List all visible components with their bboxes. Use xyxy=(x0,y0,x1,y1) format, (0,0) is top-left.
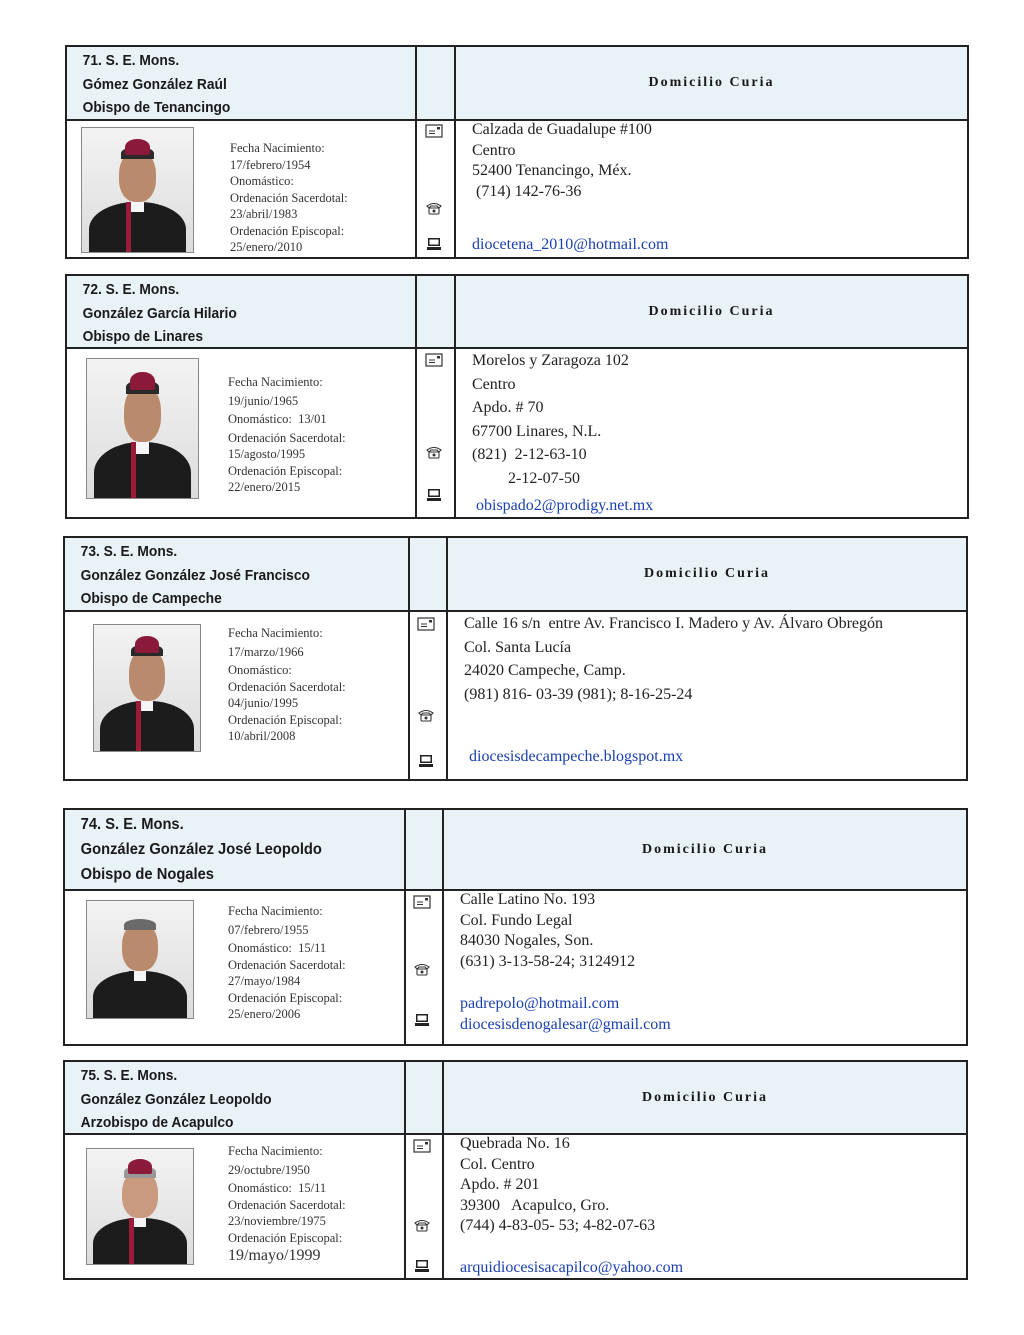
fact-line: Fecha Nacimiento: xyxy=(228,626,323,640)
computer-icon xyxy=(425,488,443,502)
telephone-icon xyxy=(417,708,435,722)
fact-line: Onomástico: xyxy=(230,174,294,188)
fact-line: Onomástico: 15/11 xyxy=(228,941,327,955)
name-block xyxy=(67,276,237,347)
column-divider xyxy=(446,538,448,779)
entry-title: 72. S. E. Mons. xyxy=(82,281,180,298)
address-line: Apdo. # 70 xyxy=(472,399,544,416)
phone-line: (714) 142-76-36 xyxy=(472,182,582,200)
fact-line: Ordenación Sacerdotal: xyxy=(228,957,346,972)
address-block xyxy=(460,890,635,972)
column-divider xyxy=(415,47,417,257)
bishop-portrait xyxy=(86,1148,194,1265)
fact-line: 27/mayo/1984 xyxy=(228,974,301,988)
fact-line: 17/marzo/1966 xyxy=(228,644,304,659)
fact-line: 07/febrero/1955 xyxy=(228,922,309,937)
column-divider xyxy=(415,276,417,517)
entry-title: 73. S. E. Mons. xyxy=(80,543,178,560)
entry-title: 75. S. E. Mons. xyxy=(80,1067,178,1084)
fact-line: 10/abril/2008 xyxy=(228,729,296,743)
telephone-icon xyxy=(425,201,443,215)
bishop-facts xyxy=(228,1143,346,1266)
fact-line: 17/febrero/1954 xyxy=(230,157,311,172)
column-divider xyxy=(454,276,456,517)
phone-line: (981) 816- 03-39 (981); 8-16-25-24 xyxy=(464,685,693,703)
fact-line: Fecha Nacimiento: xyxy=(228,375,323,389)
address-line: Col. Fundo Legal xyxy=(460,911,573,929)
bishop-office: Obispo de Nogales xyxy=(80,866,214,883)
envelope-icon xyxy=(413,895,431,909)
domicilio-curia-title: Domicilio Curia xyxy=(643,566,771,581)
card-header xyxy=(67,47,967,121)
fact-line: Ordenación Episcopal: xyxy=(230,223,345,238)
fact-line: 25/enero/2010 xyxy=(230,240,303,254)
fact-line: 22/enero/2015 xyxy=(228,480,301,494)
address-line: Morelos y Zaragoza 102 xyxy=(472,352,629,369)
card-header xyxy=(65,810,966,891)
name-block xyxy=(65,810,322,889)
bishop-portrait xyxy=(93,624,201,752)
fact-line: Fecha Nacimiento: xyxy=(230,141,325,155)
fact-line: Ordenación Episcopal: xyxy=(228,990,343,1005)
email-link[interactable]: diocetena_2010@hotmail.com xyxy=(472,236,669,253)
bishop-office: Obispo de Linares xyxy=(82,328,204,345)
address-line: Calle Latino No. 193 xyxy=(460,891,596,908)
bishop-portrait xyxy=(81,127,194,253)
bishop-office: Obispo de Campeche xyxy=(80,590,222,607)
fact-line: Ordenación Sacerdotal: xyxy=(228,1197,346,1212)
domicilio-curia-title: Domicilio Curia xyxy=(641,841,769,857)
fact-line: Ordenación Episcopal: xyxy=(228,1230,343,1245)
address-line: Calle 16 s/n entre Av. Francisco I. Madero y Av. Álvaro Obregón xyxy=(464,615,884,632)
fact-line: 19/junio/1965 xyxy=(228,393,299,408)
address-line: 84030 Nogales, Son. xyxy=(460,932,594,949)
address-block xyxy=(460,1134,655,1237)
domicilio-curia-title: Domicilio Curia xyxy=(641,1089,769,1105)
fact-line: Ordenación Sacerdotal: xyxy=(228,430,346,445)
address-line: Centro xyxy=(472,141,516,159)
telephone-icon xyxy=(425,445,443,459)
fact-line: Onomástico: xyxy=(228,663,292,677)
entry-title: 71. S. E. Mons. xyxy=(82,52,180,69)
bishop-name: Gómez González Raúl xyxy=(82,75,227,93)
column-divider xyxy=(442,810,444,1044)
envelope-icon xyxy=(425,353,443,367)
fact-line: Ordenación Sacerdotal: xyxy=(230,190,348,205)
computer-icon xyxy=(413,1259,431,1273)
entry-title: 74. S. E. Mons. xyxy=(80,816,184,833)
bishop-facts xyxy=(230,140,348,256)
bishop-facts xyxy=(228,625,346,745)
fact-line: 04/junio/1995 xyxy=(228,696,299,710)
address-line: Col. Santa Lucía xyxy=(464,638,572,656)
phone-line: (821) 2-12-63-10 xyxy=(472,446,587,463)
fact-line: Ordenación Episcopal: xyxy=(228,463,343,478)
card-header xyxy=(67,276,967,349)
fact-line: 23/abril/1983 xyxy=(230,207,298,221)
bishop-office: Obispo de Tenancingo xyxy=(82,99,231,116)
envelope-icon xyxy=(425,124,443,138)
email-block xyxy=(476,496,653,516)
fact-line: 23/noviembre/1975 xyxy=(228,1214,326,1228)
bishop-card-72 xyxy=(65,274,969,519)
name-block xyxy=(67,47,230,119)
address-block xyxy=(472,120,652,202)
computer-icon xyxy=(425,237,443,251)
bishop-card-75 xyxy=(63,1060,968,1280)
bishop-name: González González José Leopoldo xyxy=(80,841,322,858)
card-header xyxy=(65,1062,966,1135)
email-block xyxy=(460,1258,683,1278)
bishop-name: González González Leopoldo xyxy=(80,1090,272,1108)
bishop-office: Arzobispo de Acapulco xyxy=(80,1114,234,1131)
bishop-facts xyxy=(228,903,346,1023)
address-line: Quebrada No. 16 xyxy=(460,1135,570,1152)
phone-line: (744) 4-83-05- 53; 4-82-07-63 xyxy=(460,1217,656,1234)
address-line: 24020 Campeche, Camp. xyxy=(464,662,626,679)
fact-line: Ordenación Sacerdotal: xyxy=(228,679,346,694)
address-line: Centro xyxy=(472,375,516,393)
email-link[interactable]: diocesisdenogalesar@gmail.com xyxy=(460,1016,671,1033)
column-divider xyxy=(442,1062,444,1278)
bishop-card-74 xyxy=(63,808,968,1046)
address-block xyxy=(472,349,629,490)
telephone-icon xyxy=(413,1218,431,1232)
bishop-facts xyxy=(228,374,346,496)
address-line: 67700 Linares, N.L. xyxy=(472,422,602,440)
fact-line: 25/enero/2006 xyxy=(228,1007,301,1021)
email-block xyxy=(472,235,668,255)
fact-line: 15/agosto/1995 xyxy=(228,447,306,461)
address-line: 52400 Tenancingo, Méx. xyxy=(472,162,632,179)
fact-line: Ordenación Episcopal: xyxy=(228,712,343,727)
fact-line: Onomástico: 13/01 xyxy=(228,412,327,426)
phone-line: (631) 3-13-58-24; 3124912 xyxy=(460,952,636,970)
column-divider xyxy=(404,1062,406,1278)
computer-icon xyxy=(417,754,435,768)
email-link[interactable]: diocesisdecampeche.blogspot.mx xyxy=(469,748,684,765)
bishop-card-71 xyxy=(65,45,969,259)
address-line: Calzada de Guadalupe #100 xyxy=(472,121,652,138)
envelope-icon xyxy=(413,1139,431,1153)
fact-line: Fecha Nacimiento: xyxy=(228,1144,323,1158)
name-block xyxy=(65,538,310,610)
bishop-card-73 xyxy=(63,536,968,781)
email-link[interactable]: arquidiocesisacapilco@yahoo.com xyxy=(460,1259,684,1276)
email-link[interactable]: obispado2@prodigy.net.mx xyxy=(476,497,654,514)
fact-line: 19/mayo/1999 xyxy=(228,1247,321,1264)
address-block xyxy=(464,612,883,706)
email-link[interactable]: padrepolo@hotmail.com xyxy=(460,995,620,1012)
address-line: Apdo. # 201 xyxy=(460,1176,540,1193)
bishop-portrait xyxy=(86,900,194,1019)
column-divider xyxy=(454,47,456,257)
fact-line: 29/octubre/1950 xyxy=(228,1162,310,1177)
bishop-name: González González José Francisco xyxy=(80,566,310,584)
telephone-icon xyxy=(413,962,431,976)
domicilio-curia-title: Domicilio Curia xyxy=(648,75,775,90)
address-line: 39300 Acapulco, Gro. xyxy=(460,1196,610,1214)
domicilio-curia-title: Domicilio Curia xyxy=(648,303,775,319)
column-divider xyxy=(408,538,410,779)
bishop-portrait xyxy=(86,358,199,499)
envelope-icon xyxy=(417,617,435,631)
card-header xyxy=(65,538,966,612)
fact-line: Onomástico: 15/11 xyxy=(228,1181,327,1195)
address-line: Col. Centro xyxy=(460,1155,535,1173)
email-block xyxy=(469,747,683,767)
column-divider xyxy=(404,810,406,1044)
fact-line: Fecha Nacimiento: xyxy=(228,904,323,918)
phone-line: 2-12-07-50 xyxy=(472,469,580,487)
name-block xyxy=(65,1062,272,1133)
email-block xyxy=(460,993,671,1035)
bishop-name: González García Hilario xyxy=(82,304,237,322)
computer-icon xyxy=(413,1013,431,1027)
